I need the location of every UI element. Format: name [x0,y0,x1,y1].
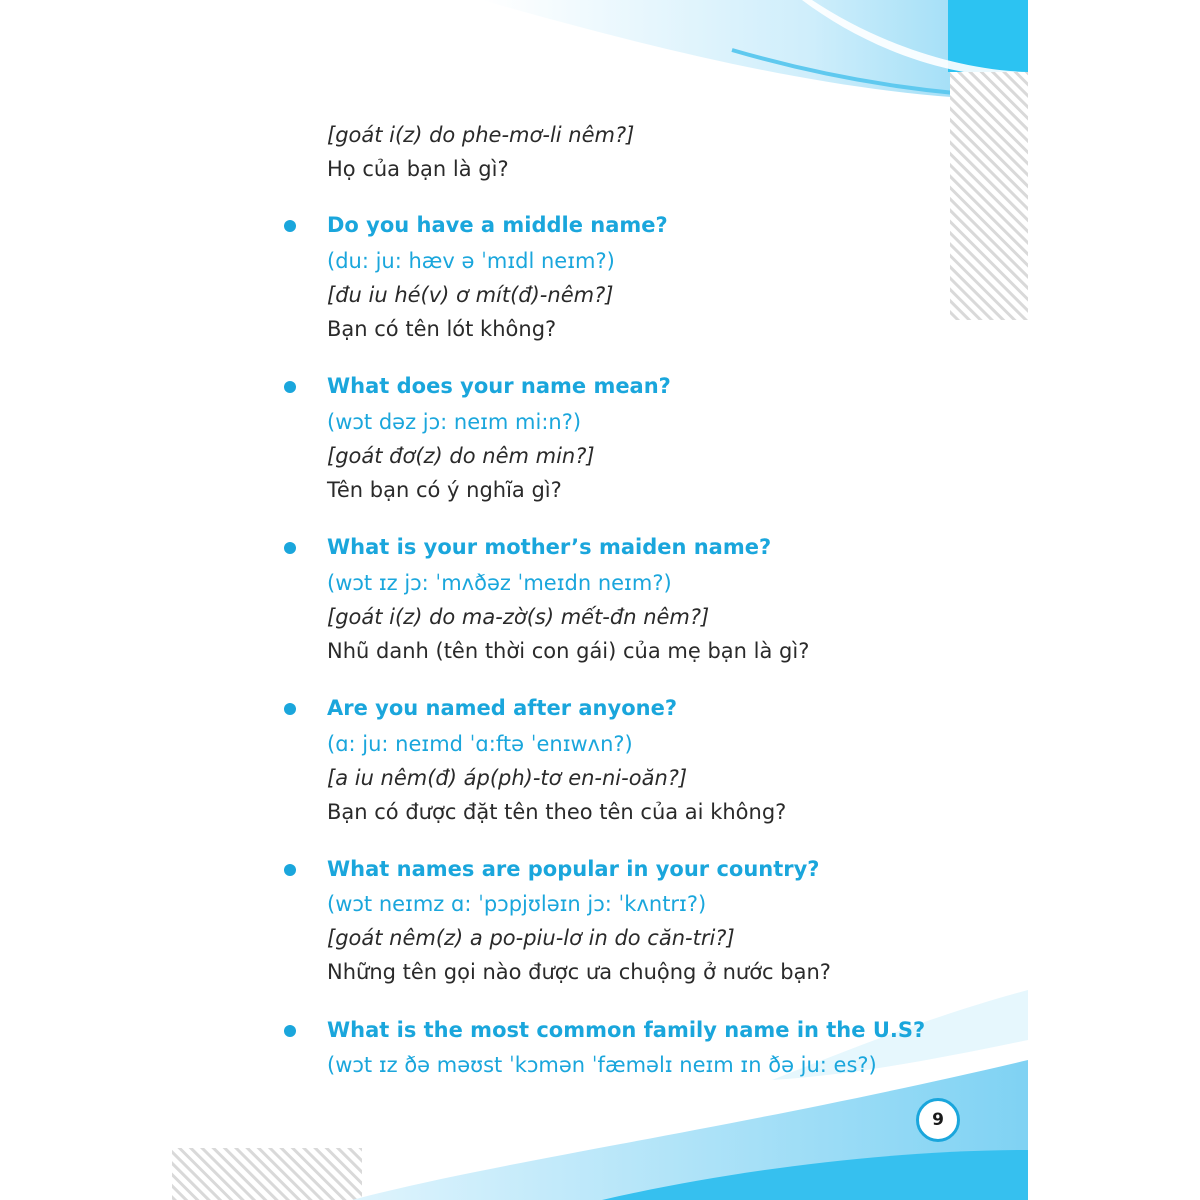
entry-meaning: Tên bạn có ý nghĩa gì? [327,478,562,502]
entry-question: What does your name mean? [327,374,671,398]
entry-pronunciation: [goát đơ(z) do nêm min?] [327,444,595,468]
bullet-icon [284,703,296,715]
entry-meaning: Những tên gọi nào được ưa chuộng ở nước bạn? [327,960,831,984]
entry-question: Are you named after anyone? [327,696,677,720]
intro-meaning: Họ của bạn là gì? [327,157,509,181]
entry-ipa: (wɔt neɪmz ɑ: ˈpɔpjʊləɪn jɔ: ˈkʌntrɪ?) [327,892,707,916]
entry-meaning: Bạn có tên lót không? [327,317,557,341]
entry-ipa: (wɔt ɪz jɔ: ˈmʌðəz ˈmeɪdn neɪm?) [327,571,672,595]
entry-pronunciation: [a iu nêm(đ) áp(ph)-tơ en-ni-oăn?] [327,766,688,790]
bullet-icon [284,220,296,232]
bullet-icon [284,864,296,876]
entry-pronunciation: [goát nêm(z) a po-piu-lơ in do căn-tri?] [327,926,735,950]
entry-meaning: Bạn có được đặt tên theo tên của ai không? [327,800,787,824]
entry-ipa: (wɔt ɪz ðə məʊst ˈkɔmən ˈfæməlɪ neɪm ɪn ðə ju: es?) [327,1053,877,1077]
phrase-list [172,0,1028,1200]
bullet-icon [284,1025,296,1037]
entry-pronunciation: [đu iu hé(v) ơ mít(đ)-nêm?] [327,283,614,307]
entry-ipa: (ɑ: ju: neɪmd ˈɑ:ftə ˈenɪwʌn?) [327,732,633,756]
book-page [172,0,1028,1200]
entry-question: What names are popular in your country? [327,857,820,881]
entry-pronunciation: [goát i(z) do ma-zờ(s) mết-đn nêm?] [327,605,710,629]
entry-question: What is your mother’s maiden name? [327,535,772,559]
entry-question: What is the most common family name in the U.S? [327,1018,926,1042]
entry-question: Do you have a middle name? [327,213,668,237]
entry-meaning: Nhũ danh (tên thời con gái) của mẹ bạn là gì? [327,639,810,663]
page-number: 9 [916,1098,960,1142]
entry-ipa: (du: ju: hæv ə ˈmɪdl neɪm?) [327,249,615,273]
bullet-icon [284,381,296,393]
intro-pronunciation: [goát i(z) do phe-mơ-li nêm?] [327,123,635,147]
entry-ipa: (wɔt dəz jɔ: neɪm mi:n?) [327,410,582,434]
bullet-icon [284,542,296,554]
